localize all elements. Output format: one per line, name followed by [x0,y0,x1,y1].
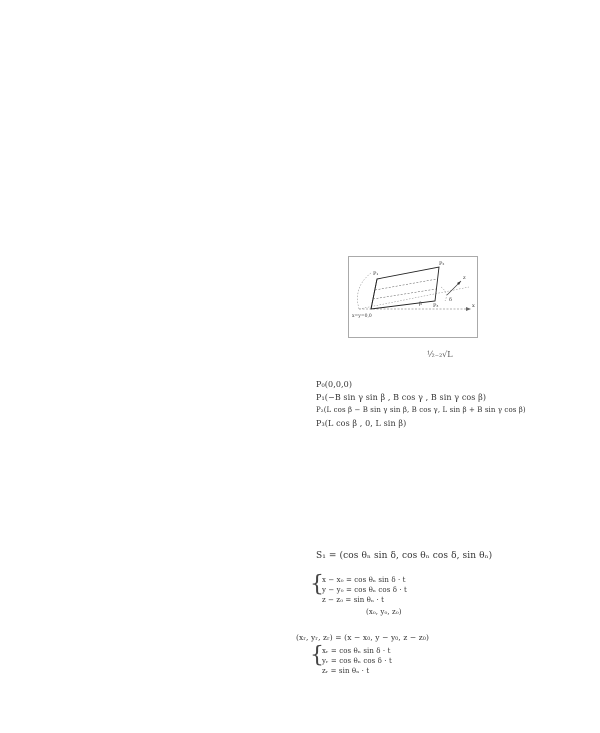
parallelogram-diagram [348,256,478,338]
label-p2: P₂ [439,261,445,267]
brace-system1: { [310,572,324,597]
label-axis-x: x [472,303,475,309]
left-arc [358,273,372,309]
label-p1: P₁ [373,271,379,277]
interior-dashed-2 [373,289,436,299]
label-origin: x=y=0,0 [352,314,372,319]
point-p1: P₁(−B sin γ sin β , B cos γ , B sin γ cos β) [316,393,487,402]
label-axis-z: z [463,275,466,281]
system2-line1: xᵣ = cos θₙ sin δ · t [322,647,391,655]
parallelogram-edge [371,267,439,309]
right-arc [441,287,446,301]
label-beta: β [419,301,422,307]
system2-line2: yᵣ = cos θₙ cos δ · t [322,657,392,665]
z-axis-line [359,287,469,309]
brace-system2: { [310,643,324,668]
label-delta: δ [449,297,453,303]
diagram-svg [349,257,477,337]
system1-line3: z − z₀ = sin θₙ · t [322,596,385,604]
edge-left [371,279,377,309]
point-p2: P₂(L cos β − B sin γ sin β, B cos γ, L sin β + B sin γ cos β) [316,406,526,414]
figure-caption: ½₋₂√L [427,350,453,359]
system1-line1: x − x₀ = cos θₙ sin δ · t [322,576,406,584]
point-p3: P₃(L cos β , 0, L sin β) [316,419,407,428]
translation-equation: (xᵣ, yᵣ, zᵣ) = (x − x₀, y − y₀, z − z₀) [296,633,429,642]
point-p0: P₀(0,0,0) [316,380,353,389]
x-axis-arrow [466,307,471,311]
interior-dashed-1 [375,279,437,290]
s-vector-equation: S₁ = (cos θₙ sin δ, cos θₙ cos δ, sin θₙ) [316,551,493,561]
system2-line3: zᵣ = sin θₙ · t [322,667,370,675]
label-p3: P₃ [433,303,439,309]
system1-line2: y − y₀ = cos θₙ cos δ · t [322,586,407,594]
point-reference: (x₀, y₀, z₀) [366,608,402,616]
